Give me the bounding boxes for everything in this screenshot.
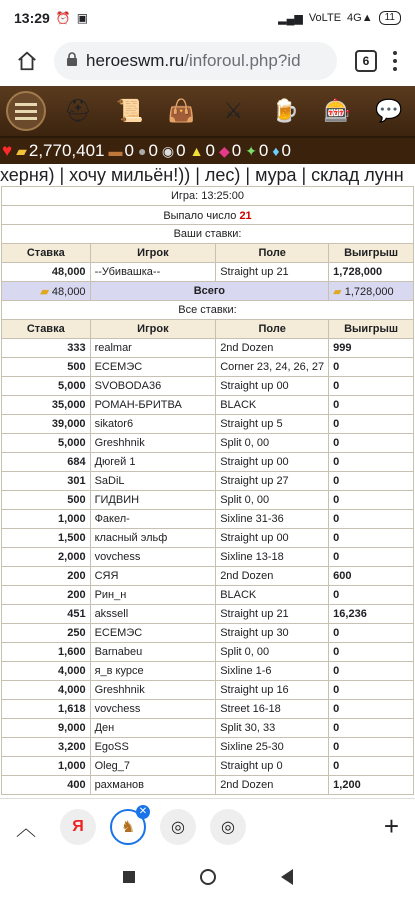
bet-field: Straight up 30 [216, 624, 329, 643]
news-ticker[interactable]: херня) | хочу мильён!)) | лес) | мура | склад лунн [0, 164, 415, 186]
status-right [278, 11, 401, 25]
bet-field: Sixline 13-18 [216, 548, 329, 567]
bet-win: 0 [329, 719, 414, 738]
close-tab-icon[interactable]: ✕ [136, 805, 150, 819]
bet-amount: 4,000 [2, 681, 91, 700]
bet-player[interactable]: vovchess [90, 548, 216, 567]
your-bets-header [2, 244, 414, 263]
bet-win: 0 [329, 453, 414, 472]
ore-icon: ● [137, 143, 147, 159]
bet-field: Sixline 31-36 [216, 510, 329, 529]
bet-win: 0 [329, 510, 414, 529]
my-bet-win: 1,728,000 [329, 263, 414, 282]
address-bar[interactable] [54, 42, 337, 80]
bet-player[interactable]: я_в курсе [90, 662, 216, 681]
bet-amount: 451 [2, 605, 91, 624]
bet-row [2, 491, 414, 510]
bet-player[interactable]: Ден [90, 719, 216, 738]
bet-amount: 333 [2, 339, 91, 358]
chrome-tab-2[interactable] [210, 809, 246, 845]
total-bet-value: 48,000 [51, 285, 86, 298]
more-menu-icon[interactable] [385, 51, 405, 71]
wood-resource [109, 141, 134, 161]
bet-win: 600 [329, 567, 414, 586]
crystals-icon: ◆ [218, 142, 230, 159]
menu-icon[interactable] [6, 91, 46, 131]
network-4g-icon: 4G▲ [347, 12, 373, 24]
mercury-amount: 0 [176, 141, 186, 160]
header-player: Игрок [90, 320, 216, 339]
bet-player[interactable]: EgoSS [90, 738, 216, 757]
battery-icon: 11 [379, 11, 401, 25]
bet-amount: 200 [2, 567, 91, 586]
gold-icon: ▰ [333, 285, 342, 298]
my-bet-field: Straight up 21 [216, 263, 329, 282]
sulfur-icon: ▲ [189, 143, 204, 159]
bet-amount: 200 [2, 586, 91, 605]
bet-win: 0 [329, 491, 414, 510]
bet-win: 0 [329, 529, 414, 548]
inventory-bag-icon[interactable]: 👜 [167, 98, 196, 123]
header-player: Игрок [90, 244, 216, 263]
bet-row [2, 681, 414, 700]
chat-bubble-icon[interactable]: 💬 [375, 98, 403, 123]
sulfur-amount: 0 [205, 141, 215, 160]
clock: 13:29 [14, 10, 50, 26]
system-nav-bar [0, 854, 415, 900]
bet-player[interactable]: СЯЯ [90, 567, 216, 586]
bet-win: 999 [329, 339, 414, 358]
bet-amount: 1,500 [2, 529, 91, 548]
game-nav-bar [0, 86, 415, 138]
bet-player[interactable]: vovchess [90, 700, 216, 719]
bet-row [2, 396, 414, 415]
bet-win: 16,236 [329, 605, 414, 624]
home-icon[interactable] [10, 44, 44, 78]
battle-swords-icon[interactable]: ⚔ [223, 98, 244, 123]
header-bet: Ставка [2, 320, 91, 339]
url-host: heroeswm.ru [86, 51, 185, 70]
game-favicon: ♞ [120, 818, 136, 836]
app-notification-icon: ▣ [76, 11, 89, 25]
status-bar [0, 0, 415, 36]
bet-player[interactable]: РОМАН-БРИТВА [90, 396, 216, 415]
mercury-resource [162, 141, 186, 161]
bet-field: Split 30, 33 [216, 719, 329, 738]
tab-switcher-button[interactable]: 6 [355, 50, 377, 72]
tavern-mug-icon[interactable]: 🍺 [271, 98, 300, 123]
bet-win: 0 [329, 681, 414, 700]
wood-icon: ▬ [108, 143, 123, 159]
bet-win: 0 [329, 738, 414, 757]
bet-field: Straight up 00 [216, 529, 329, 548]
bet-player[interactable]: ГИДВИН [90, 491, 216, 510]
resource-bar [0, 138, 415, 164]
chevron-up-icon[interactable]: ︿ [16, 818, 36, 840]
bet-player[interactable]: akssell [90, 605, 216, 624]
my-bet-player[interactable]: --Убивашка-- [90, 263, 216, 282]
bet-field: Sixline 1-6 [216, 662, 329, 681]
bet-player[interactable]: SVOBODA36 [90, 377, 216, 396]
bets-table [1, 186, 414, 795]
total-label: Всего [90, 282, 329, 301]
bet-row [2, 529, 414, 548]
bet-player[interactable]: рахманов [90, 776, 216, 795]
bet-win: 0 [329, 358, 414, 377]
browser-toolbar [0, 36, 415, 86]
gold-icon: ▰ [16, 142, 27, 159]
bet-win: 0 [329, 586, 414, 605]
bet-row [2, 377, 414, 396]
roulette-icon[interactable]: 🎰 [323, 98, 351, 123]
heroes-tab[interactable] [110, 805, 148, 845]
crystals-resource [219, 141, 241, 161]
ore-resource [138, 141, 158, 161]
bet-win: 0 [329, 548, 414, 567]
bet-player[interactable]: Greshhnik [90, 681, 216, 700]
bet-row [2, 700, 414, 719]
bet-player[interactable]: Oleg_7 [90, 757, 216, 776]
bet-player[interactable]: класный эльф [90, 529, 216, 548]
bet-win: 0 [329, 757, 414, 776]
bet-player[interactable]: Факел- [90, 510, 216, 529]
wood-amount: 0 [124, 141, 134, 160]
bet-amount: 1,000 [2, 757, 91, 776]
recents-square-icon[interactable] [123, 871, 135, 883]
sulfur-resource [190, 141, 215, 161]
bet-player[interactable]: Рин_н [90, 586, 216, 605]
bet-row [2, 510, 414, 529]
bet-field: BLACK [216, 586, 329, 605]
bet-row [2, 434, 414, 453]
total-win-value: 1,728,000 [344, 285, 394, 298]
result-line [2, 206, 414, 225]
bet-win: 0 [329, 662, 414, 681]
health-heart-icon: ♥ [2, 141, 13, 160]
chrome-tab-1[interactable] [160, 809, 196, 845]
bet-field: Straight up 16 [216, 681, 329, 700]
bet-amount: 400 [2, 776, 91, 795]
header-win: Выигрыш [329, 320, 414, 339]
my-bet-row [2, 263, 414, 282]
bet-field: 2nd Dozen [216, 339, 329, 358]
game-time: Игра: 13:25:00 [2, 187, 414, 206]
diamonds-resource [272, 141, 291, 161]
bet-field: Street 16-18 [216, 700, 329, 719]
bet-field: Straight up 5 [216, 415, 329, 434]
bet-win: 0 [329, 472, 414, 491]
gold-icon: ▰ [40, 285, 49, 298]
bottom-tab-bar [0, 798, 415, 854]
bet-field: Sixline 25-30 [216, 738, 329, 757]
knight-helmet-icon[interactable]: ⛑ [63, 98, 92, 123]
bet-amount: 1,618 [2, 700, 91, 719]
bet-field: Split 0, 00 [216, 643, 329, 662]
your-bets-title: Ваши ставки: [2, 225, 414, 244]
result-label: Выпало число [163, 210, 240, 222]
crystals-amount: 0 [231, 141, 242, 160]
bet-amount: 39,000 [2, 415, 91, 434]
bet-row [2, 339, 414, 358]
gems-icon: ✦ [245, 142, 257, 159]
diamonds-amount: 0 [281, 141, 292, 160]
bet-field: Straight up 00 [216, 453, 329, 472]
bet-row [2, 586, 414, 605]
bet-player[interactable]: ЕСЕМЭС [90, 624, 216, 643]
bet-field: Straight up 27 [216, 472, 329, 491]
back-triangle-icon[interactable] [281, 869, 293, 885]
bet-player[interactable]: realmar [90, 339, 216, 358]
lock-icon [66, 51, 78, 71]
bet-row [2, 776, 414, 795]
header-win: Выигрыш [329, 244, 414, 263]
bet-win: 0 [329, 624, 414, 643]
bet-amount: 1,600 [2, 643, 91, 662]
bet-field: BLACK [216, 396, 329, 415]
bet-amount: 500 [2, 358, 91, 377]
bet-amount: 4,000 [2, 662, 91, 681]
bet-player[interactable]: sikator6 [90, 415, 216, 434]
header-bet: Ставка [2, 244, 91, 263]
bet-row [2, 453, 414, 472]
map-scroll-icon[interactable]: 📜 [115, 98, 144, 123]
bet-row [2, 358, 414, 377]
bet-row [2, 605, 414, 624]
yandex-tab[interactable] [60, 809, 96, 845]
bet-row [2, 415, 414, 434]
bet-win: 1,200 [329, 776, 414, 795]
bet-row [2, 719, 414, 738]
bet-player[interactable]: Дюгей 1 [90, 453, 216, 472]
header-field: Поле [216, 244, 329, 263]
gems-amount: 0 [258, 141, 269, 160]
bet-field: Straight up 21 [216, 605, 329, 624]
mercury-icon: ◉ [161, 142, 175, 159]
total-bet [2, 282, 91, 301]
bet-player[interactable]: SaDiL [90, 472, 216, 491]
result-number: 21 [239, 210, 252, 222]
bet-row [2, 757, 414, 776]
bet-amount: 250 [2, 624, 91, 643]
bet-row [2, 472, 414, 491]
bet-player[interactable]: Barnabeu [90, 643, 216, 662]
bet-field: Split 0, 00 [216, 491, 329, 510]
my-bet-amount: 48,000 [2, 263, 91, 282]
bet-row [2, 643, 414, 662]
bet-amount: 301 [2, 472, 91, 491]
bet-amount: 5,000 [2, 434, 91, 453]
bet-amount: 684 [2, 453, 91, 472]
bet-amount: 2,000 [2, 548, 91, 567]
bet-row [2, 567, 414, 586]
bet-field: Straight up 0 [216, 757, 329, 776]
chrome-icon: ◎ [171, 818, 185, 836]
gold-amount: 2,770,401 [28, 141, 105, 160]
bet-win: 0 [329, 700, 414, 719]
bet-field: Corner 23, 24, 26, 27 [216, 358, 329, 377]
yandex-icon: Я [72, 817, 84, 835]
total-row [2, 282, 414, 301]
bet-amount: 5,000 [2, 377, 91, 396]
total-win [329, 282, 414, 301]
alarm-icon: ⏰ [55, 11, 71, 25]
bet-win: 0 [329, 377, 414, 396]
bet-field: 2nd Dozen [216, 776, 329, 795]
bet-row [2, 662, 414, 681]
all-bets-title: Все ставки: [2, 301, 414, 320]
gold-resource [16, 141, 104, 161]
bet-field: 2nd Dozen [216, 567, 329, 586]
url-path: /inforoul.php?id [184, 51, 301, 70]
bet-amount: 500 [2, 491, 91, 510]
bet-player[interactable]: Greshhnik [90, 434, 216, 453]
bet-win: 0 [329, 643, 414, 662]
bet-row [2, 738, 414, 757]
bet-field: Straight up 00 [216, 377, 329, 396]
bet-win: 0 [329, 434, 414, 453]
header-field: Поле [216, 320, 329, 339]
bet-win: 0 [329, 396, 414, 415]
bet-amount: 9,000 [2, 719, 91, 738]
roulette-info [0, 186, 415, 798]
bet-row [2, 624, 414, 643]
bet-amount: 1,000 [2, 510, 91, 529]
bet-amount: 3,200 [2, 738, 91, 757]
diamond-icon: ♦ [272, 143, 280, 159]
home-circle-icon[interactable] [200, 869, 216, 885]
gems-resource [245, 141, 268, 161]
new-tab-plus-icon[interactable]: + [383, 811, 399, 841]
bet-field: Split 0, 00 [216, 434, 329, 453]
chrome-icon: ◎ [221, 818, 235, 836]
signal-icon: ▂▄▆ [278, 12, 303, 25]
volte-icon: VoLTE [308, 12, 342, 24]
ore-amount: 0 [148, 141, 158, 160]
bet-amount: 35,000 [2, 396, 91, 415]
bet-row [2, 548, 414, 567]
all-bets-header [2, 320, 414, 339]
bet-win: 0 [329, 415, 414, 434]
bet-player[interactable]: ЕСЕМЭС [90, 358, 216, 377]
